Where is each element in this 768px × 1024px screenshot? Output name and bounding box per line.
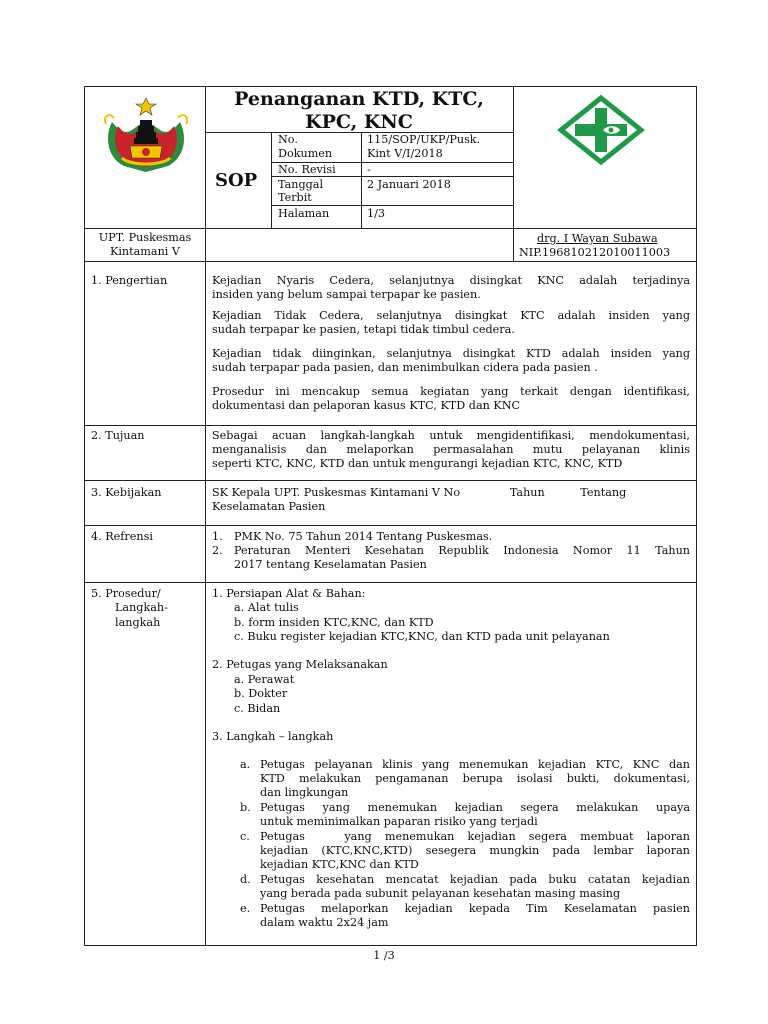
prosedur-step-2: 2. Petugas yang Melaksanakan xyxy=(212,658,388,671)
meta-label-no-dokumen-2: Dokumen xyxy=(278,147,333,160)
row-rule-4 xyxy=(84,582,697,583)
meta-value-halaman: 1/3 xyxy=(367,207,386,220)
title-line-1: Penanganan KTD, KTC, xyxy=(234,88,484,110)
row-rule-3 xyxy=(84,525,697,526)
step-3c-line2: kejadian (KTC,KNC,KTD) sesegera mungkin pada lembar laporan xyxy=(260,844,690,857)
tujuan-line1: Sebagai acuan langkah-langkah untuk mengidentifikasi, mendokumentasi, xyxy=(212,429,690,442)
sop-label: SOP xyxy=(215,170,258,191)
step-3e-line1: Petugas melaporkan kejadian kepada Tim Keselamatan pasien xyxy=(260,902,690,915)
kebijakan-line2: Keselamatan Pasien xyxy=(212,500,326,513)
meta-label-tanggal-2: Terbit xyxy=(278,191,312,204)
signer-name: drg. I Wayan Subawa xyxy=(537,232,658,245)
section-label-prosedur-1: 5. Prosedur/ xyxy=(91,587,161,600)
meta-value-no-revisi: - xyxy=(367,163,371,176)
pengertian-p2-line1: Kejadian Tidak Cedera, selanjutnya disingkat KTC adalah insiden yang xyxy=(212,309,690,322)
prosedur-step-1c: c. Buku register kejadian KTC,KNC, dan KTD pada unit pelayanan xyxy=(234,630,610,643)
page-number: 1 /3 xyxy=(373,949,395,962)
referensi-num-2: 2. xyxy=(212,544,223,557)
step-3b-line2: untuk meminimalkan paparan risiko yang terjadi xyxy=(260,815,538,828)
org-row-rule xyxy=(84,261,697,262)
puskesmas-logo xyxy=(555,94,647,166)
border-bottom xyxy=(84,945,697,946)
meta-label-halaman: Halaman xyxy=(278,207,330,220)
referensi-item-1: PMK No. 75 Tahun 2014 Tentang Puskesmas. xyxy=(234,530,493,543)
document-title xyxy=(205,88,513,134)
meta-divider-2 xyxy=(361,132,362,228)
meta-value-no-dokumen-1: 115/SOP/UKP/Pusk. xyxy=(367,133,481,146)
meta-value-no-dokumen-2: Kint V/I/2018 xyxy=(367,147,443,160)
section-label-kebijakan: 3. Kebijakan xyxy=(91,486,162,499)
meta-label-tanggal-1: Tanggal xyxy=(278,178,324,191)
section-label-prosedur-3: langkah xyxy=(115,616,161,629)
step-3b-line1: Petugas yang menemukan kejadian segera melakukan upaya xyxy=(260,801,690,814)
row-rule-2 xyxy=(84,480,697,481)
prosedur-step-1a: a. Alat tulis xyxy=(234,601,299,614)
step-3c-line1: Petugas yang menemukan kejadian segera membuat laporan xyxy=(260,830,690,843)
prosedur-step-1: 1. Persiapan Alat & Bahan: xyxy=(212,587,366,600)
step-3a-line1: Petugas pelayanan klinis yang menemukan kejadian KTC, KNC dan xyxy=(260,758,690,771)
pengertian-p2-line2: sudah terpapar ke pasien, tetapi tidak timbul cedera. xyxy=(212,323,515,336)
section-label-tujuan: 2. Tujuan xyxy=(91,429,145,442)
referensi-item-2-line2: 2017 tentang Keselamatan Pasien xyxy=(234,558,427,571)
border-top xyxy=(84,86,697,87)
section-label-pengertian: 1. Pengertian xyxy=(91,274,168,287)
prosedur-step-2a: a. Perawat xyxy=(234,673,295,686)
title-line-2: KPC, KNC xyxy=(305,111,413,133)
pengertian-p3-line1: Kejadian tidak diinginkan, selanjutnya disingkat KTD adalah insiden yang xyxy=(212,347,690,360)
step-3a-line3: dan lingkungan xyxy=(260,786,349,799)
tujuan-line2: menganalisis dan melaporkan permasalahan mutu pelayanan klinis xyxy=(212,443,690,456)
referensi-num-1: 1. xyxy=(212,530,223,543)
pengertian-p4-line2: dokumentasi dan pelaporan kasus KTC, KTD dan KNC xyxy=(212,399,521,412)
pengertian-p3-line2: sudah terpapar pada pasien, dan menimbulkan cidera pada pasien . xyxy=(212,361,598,374)
meta-label-no-revisi: No. Revisi xyxy=(278,163,336,176)
tujuan-line3: seperti KTC, KNC, KTD dan untuk mengurangi kejadian KTC, KNC, KTD xyxy=(212,457,623,470)
border-left xyxy=(84,86,85,946)
meta-label-no-dokumen-1: No. xyxy=(278,133,298,146)
org-name-line-1: UPT. Puskesmas xyxy=(98,231,192,244)
step-3b-letter: b. xyxy=(240,801,251,814)
prosedur-step-2b: b. Dokter xyxy=(234,687,288,700)
step-3a-line2: KTD melakukan pengamanan berupa isolasi bukti, dokumentasi, xyxy=(260,772,690,785)
meta-divider-1 xyxy=(271,132,272,228)
pengertian-p4-line1: Prosedur ini mencakup semua kegiatan yang terkait dengan identifikasi, xyxy=(212,385,690,398)
pengertian-p1-line2: insiden yang belum sampai terpapar ke pasien. xyxy=(212,288,481,301)
section-label-prosedur-2: Langkah- xyxy=(115,601,168,614)
prosedur-step-1b: b. form insiden KTC,KNC, dan KTD xyxy=(234,616,434,629)
row-rule-1 xyxy=(84,425,697,426)
header-bottom-rule xyxy=(84,228,697,229)
org-name-line-2: Kintamani V xyxy=(109,245,180,258)
step-3e-line2: dalam waktu 2x24 jam xyxy=(260,916,389,929)
section-label-referensi: 4. Refrensi xyxy=(91,530,153,543)
referensi-item-2-line1: Peraturan Menteri Kesehatan Republik Indonesia Nomor 11 Tahun xyxy=(234,544,690,557)
prosedur-step-3: 3. Langkah – langkah xyxy=(212,730,334,743)
border-right xyxy=(696,86,697,946)
step-3d-letter: d. xyxy=(240,873,251,886)
step-3c-letter: c. xyxy=(240,830,250,843)
step-3e-letter: e. xyxy=(240,902,251,915)
step-3c-line3: kejadian KTC,KNC dan KTD xyxy=(260,858,419,871)
step-3d-line2: yang berada pada subunit pelayanan kesehatan masing masing xyxy=(260,887,621,900)
prosedur-step-2c: c. Bidan xyxy=(234,702,281,715)
kebijakan-line1: SK Kepala UPT. Puskesmas Kintamani V No Tahun Tentang xyxy=(212,486,627,499)
step-3d-line1: Petugas kesehatan mencatat kejadian pada buku catatan kejadian xyxy=(260,873,690,886)
step-3a-letter: a. xyxy=(240,758,251,771)
header-right-divider xyxy=(513,86,514,261)
col-divider xyxy=(205,86,206,946)
meta-value-tanggal: 2 Januari 2018 xyxy=(367,178,451,191)
regional-emblem-logo xyxy=(100,94,192,176)
signer-nip: NIP.196810212010011003 xyxy=(519,246,671,259)
pengertian-p1-line1: Kejadian Nyaris Cedera, selanjutnya disingkat KNC adalah terjadinya xyxy=(212,274,690,287)
